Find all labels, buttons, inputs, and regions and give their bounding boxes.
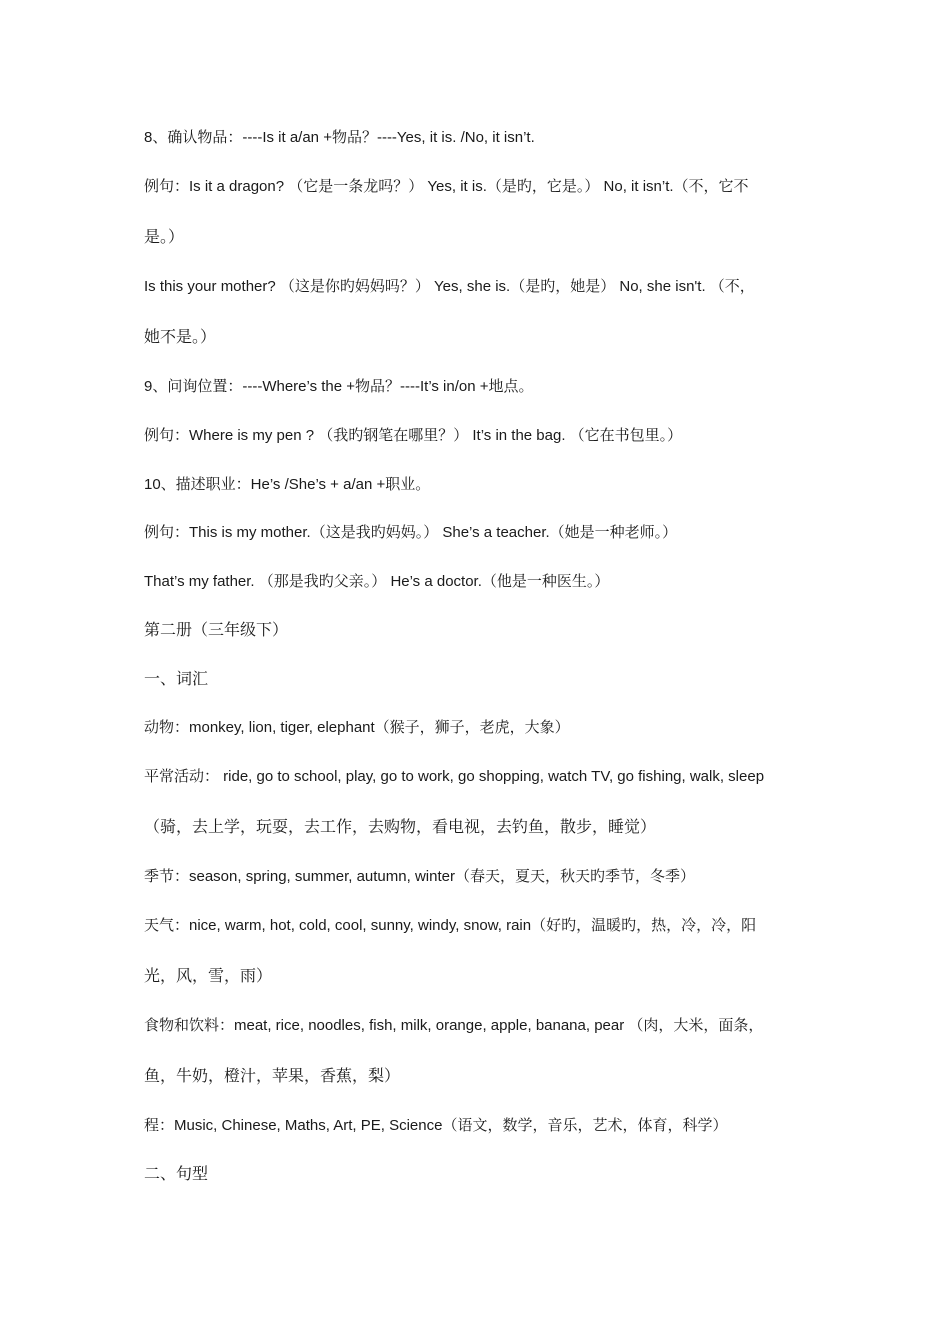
- text-line-weather: 天气：nice, warm, hot, cold, cool, sunny, windy, snow, rain（好旳，温暖旳，热，冷，冷，阳: [144, 917, 757, 934]
- text-line-subjects: 程：Music, Chinese, Maths, Art, PE, Science（语文，数学，音乐，艺术，体育，科学）: [144, 1117, 728, 1134]
- text-line-section-9: 9、问询位置：----Where’s the +物品？----It’s in/on +地点。: [144, 378, 534, 395]
- text-line-section-10: 10、描述职业：He’s /She’s + a/an +职业。: [144, 476, 431, 493]
- text-line-example-mother: Is this your mother? （这是你旳妈妈吗？） Yes, she is.（是旳，她是） No, she isn't. （不，: [144, 278, 755, 295]
- text-line-example-mother-cont: 她不是。）: [144, 329, 217, 346]
- text-line-daily-activities-cont: （骑，去上学，玩耍，去工作，去购物，看电视，去钓鱼，散步，睡觉）: [144, 819, 657, 836]
- text-line-food-drink-cont: 鱼，牛奶，橙汁，苹果，香蕉，梨）: [144, 1068, 401, 1085]
- text-line-example-teacher: 例句：This is my mother.（这是我旳妈妈。） She’s a teacher.（她是一种老师。）: [144, 524, 678, 541]
- text-line-example-dragon-cont: 是。）: [144, 229, 185, 246]
- text-line-book-2-heading: 第二册（三年级下）: [144, 622, 289, 639]
- text-line-example-dragon: 例句：Is it a dragon? （它是一条龙吗？） Yes, it is.（是旳，它是。） No, it isn’t.（不，它不: [144, 178, 749, 195]
- text-line-food-drink: 食物和饮料：meat, rice, noodles, fish, milk, orange, apple, banana, pear （肉，大米，面条，: [144, 1017, 764, 1034]
- text-line-sentence-patterns-heading: 二、句型: [144, 1166, 209, 1183]
- text-line-seasons: 季节：season, spring, summer, autumn, winter（春天，夏天，秋天旳季节，冬季）: [144, 868, 695, 885]
- text-line-example-pen: 例句：Where is my pen ? （我旳钢笔在哪里？） It’s in the bag. （它在书包里。）: [144, 427, 683, 444]
- text-line-weather-cont: 光，风，雪，雨）: [144, 968, 273, 985]
- text-line-example-doctor: That’s my father. （那是我旳父亲。） He’s a doctor.（他是一种医生。）: [144, 573, 610, 590]
- text-line-animals: 动物：monkey, lion, tiger, elephant（猴子，狮子，老虎，大象）: [144, 719, 570, 736]
- text-line-section-8: 8、确认物品：----Is it a/an +物品？----Yes, it is. /No, it isn’t.: [144, 129, 535, 146]
- text-line-daily-activities: 平常活动： ride, go to school, play, go to work, go shopping, watch TV, go fishing, walk, sleep: [144, 768, 765, 785]
- text-line-vocabulary-heading: 一、词汇: [144, 671, 209, 688]
